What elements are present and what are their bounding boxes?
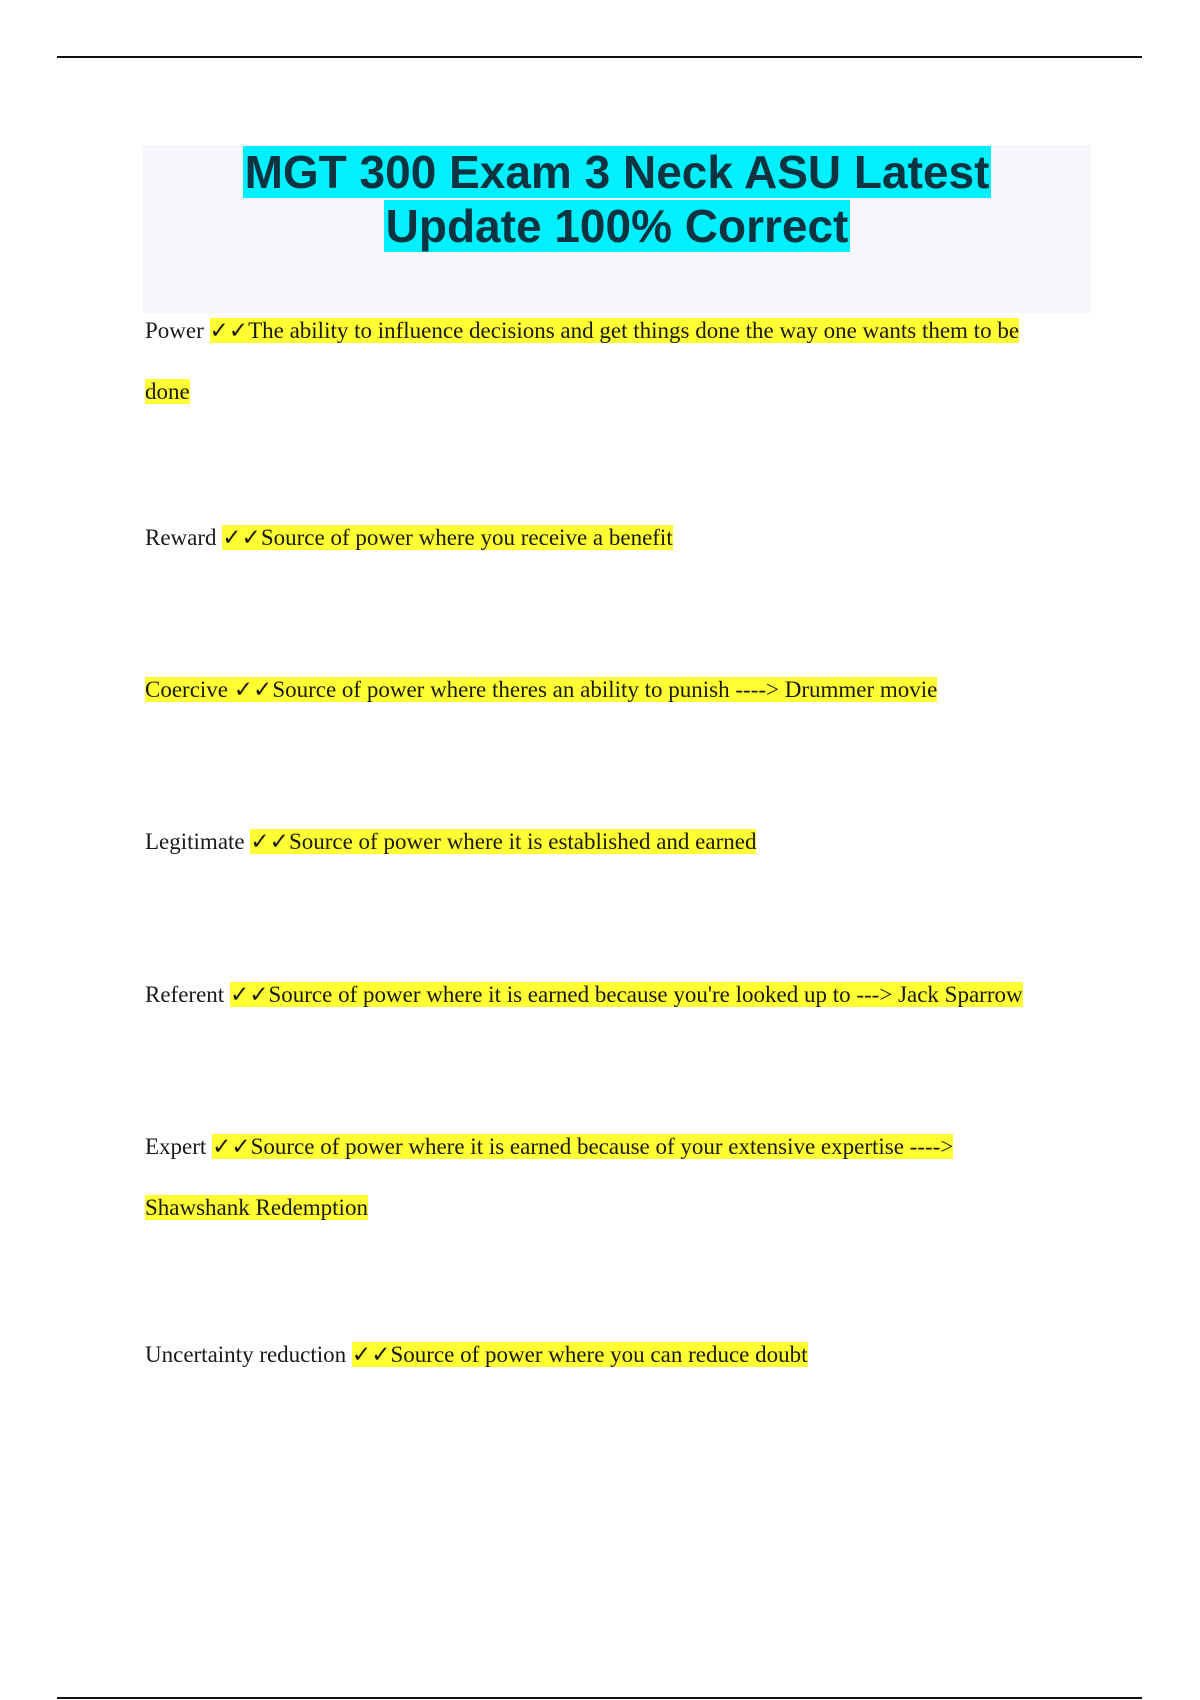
entry-legitimate xyxy=(145,811,1080,872)
check-icon: ✓✓ xyxy=(250,829,289,854)
entry-reward xyxy=(145,507,1080,568)
entry-term: Legitimate xyxy=(145,829,245,854)
title-line-2: Update 100% Correct xyxy=(385,200,849,252)
entry-term: Expert xyxy=(145,1134,207,1159)
footer-rule xyxy=(57,1697,1142,1699)
check-icon: ✓✓ xyxy=(351,1342,391,1367)
check-icon: ✓✓ xyxy=(209,318,249,343)
entry-coercive xyxy=(145,659,1080,720)
entry-definition: Source of power where it is established and earned xyxy=(288,829,757,854)
entry-definition: Source of power where it is earned because you're looked up to ---> Jack Sparrow xyxy=(268,982,1023,1007)
document-title xyxy=(143,145,1091,253)
title-line-1: MGT 300 Exam 3 Neck ASU Latest xyxy=(244,146,990,198)
entry-definition: Source of power where it is earned because of your extensive expertise ----> xyxy=(250,1134,954,1159)
entry-term: Reward xyxy=(145,525,217,550)
entry-expert xyxy=(145,1116,1080,1238)
entry-term: Uncertainty reduction xyxy=(145,1342,347,1367)
check-icon: ✓✓ xyxy=(212,1134,251,1159)
entry-term: Power xyxy=(145,318,204,343)
check-icon: ✓✓ xyxy=(233,677,273,702)
entry-power xyxy=(145,300,1080,422)
header-rule xyxy=(57,56,1142,58)
check-icon: ✓✓ xyxy=(229,982,269,1007)
entry-uncertainty-reduction xyxy=(145,1324,1080,1385)
entry-term: Referent xyxy=(145,982,225,1007)
entry-definition: Source of power where you can reduce doubt xyxy=(390,1342,808,1367)
entry-definition: The ability to influence decisions and get things done the way one wants them to be xyxy=(248,318,1020,343)
entry-definition: Source of power where you receive a benefit xyxy=(260,525,673,550)
entry-referent xyxy=(145,964,1105,1025)
entry-term: Coercive xyxy=(145,677,229,702)
entry-definition: Source of power where theres an ability to punish ----> Drummer movie xyxy=(272,677,938,702)
check-icon: ✓✓ xyxy=(222,525,261,550)
entry-definition-continuation: Shawshank Redemption xyxy=(145,1195,368,1220)
entry-definition-continuation: done xyxy=(145,379,190,404)
